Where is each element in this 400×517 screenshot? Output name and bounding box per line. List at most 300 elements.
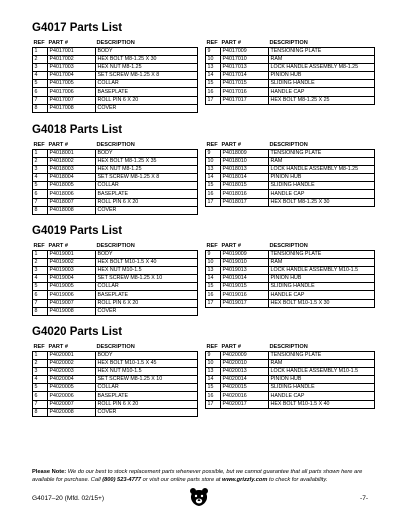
table-header-row — [206, 141, 375, 150]
table-header-row — [33, 343, 198, 352]
description-cell: COLLAR — [96, 80, 198, 88]
note-text-3: to check for availability. — [267, 477, 328, 483]
table-row — [33, 368, 198, 376]
parts-tables — [32, 39, 375, 117]
description-cell: SLIDING HANDLE — [269, 384, 375, 392]
part-number-cell: P4017015 — [221, 80, 269, 88]
ref-cell: 6 — [33, 291, 48, 299]
part-number-cell: P4017009 — [221, 48, 269, 56]
part-number-cell: P4017008 — [48, 104, 96, 112]
part-number-cell: P4019014 — [221, 275, 269, 283]
parts-list-section — [32, 22, 375, 117]
description-column-header: DESCRIPTION — [96, 344, 135, 350]
part-number-cell: P4018001 — [48, 150, 96, 158]
ref-cell: 15 — [206, 182, 221, 190]
description-cell: SLIDING HANDLE — [269, 283, 375, 291]
description-cell: HEX BOLT M8-1.25 X 30 — [96, 56, 198, 64]
description-cell: TENSIONING PLATE — [269, 150, 375, 158]
description-cell: SLIDING HANDLE — [269, 182, 375, 190]
part-number-cell: P4017005 — [48, 80, 96, 88]
ref-cell: 4 — [33, 275, 48, 283]
part-column-header: PART # — [221, 142, 241, 148]
description-column-header: DESCRIPTION — [269, 142, 308, 148]
parts-tables — [32, 343, 375, 421]
description-cell: HEX BOLT M8-1.25 X 25 — [269, 96, 375, 104]
table-row — [33, 259, 198, 267]
grizzly-bear-logo-icon — [189, 487, 209, 507]
part-number-cell: P4019003 — [48, 267, 96, 275]
ref-column-header: REF — [206, 243, 218, 249]
description-cell: RAM — [269, 56, 375, 64]
table-row — [33, 352, 198, 360]
part-number-cell: P4017002 — [48, 56, 96, 64]
part-column-header: PART # — [221, 344, 241, 350]
table-row — [206, 275, 375, 283]
note-label: Please Note: — [32, 469, 67, 475]
parts-list-section — [32, 225, 375, 320]
note-phone: (800) 523-4777 — [102, 477, 142, 483]
description-cell: HEX BOLT M10-1.5 X 45 — [96, 360, 198, 368]
part-number-cell: P4020014 — [221, 376, 269, 384]
table-row — [33, 392, 198, 400]
table-row — [33, 251, 198, 259]
ref-cell: 7 — [33, 400, 48, 408]
part-number-cell: P4018007 — [48, 198, 96, 206]
part-number-cell: P4020002 — [48, 360, 96, 368]
part-column-header: PART # — [221, 243, 241, 249]
part-number-cell: P4017007 — [48, 96, 96, 104]
table-row — [33, 190, 198, 198]
parts-table-left — [32, 39, 198, 113]
description-cell: HEX NUT M10-1.5 — [96, 368, 198, 376]
table-row — [33, 291, 198, 299]
page-number: -7- — [360, 495, 369, 502]
description-cell: TENSIONING PLATE — [269, 251, 375, 259]
description-cell: TENSIONING PLATE — [269, 352, 375, 360]
part-number-cell: P4020005 — [48, 384, 96, 392]
ref-cell: 4 — [33, 174, 48, 182]
table-row — [33, 150, 198, 158]
parts-table-right — [205, 343, 375, 409]
part-number-cell: P4017014 — [221, 72, 269, 80]
ref-cell: 5 — [33, 80, 48, 88]
part-number-cell: P4018005 — [48, 182, 96, 190]
part-number-cell: P4020016 — [221, 392, 269, 400]
ref-cell: 14 — [206, 376, 221, 384]
description-cell: COLLAR — [96, 182, 198, 190]
ref-cell: 2 — [33, 158, 48, 166]
parts-table-left — [32, 141, 198, 215]
description-cell: HEX BOLT M10-1.5 X 30 — [269, 299, 375, 307]
description-cell: SET SCREW M8-1.25 X 8 — [96, 72, 198, 80]
part-number-cell: P4020006 — [48, 392, 96, 400]
table-row — [206, 64, 375, 72]
ref-cell: 10 — [206, 259, 221, 267]
description-cell: SET SCREW M8-1.25 X 10 — [96, 275, 198, 283]
section-title: G4020 Parts List — [32, 326, 123, 338]
section-title: G4019 Parts List — [32, 225, 123, 237]
table-row — [206, 384, 375, 392]
part-column-header: PART # — [48, 142, 68, 148]
table-row — [33, 72, 198, 80]
ref-cell: 10 — [206, 360, 221, 368]
part-number-cell: P4019017 — [221, 299, 269, 307]
ref-cell: 2 — [33, 259, 48, 267]
ref-cell: 6 — [33, 392, 48, 400]
part-column-header: PART # — [221, 40, 241, 46]
section-title: G4017 Parts List — [32, 22, 123, 34]
part-number-cell: P4019008 — [48, 307, 96, 315]
ref-cell: 9 — [206, 150, 221, 158]
description-cell: SLIDING HANDLE — [269, 80, 375, 88]
ref-cell: 4 — [33, 376, 48, 384]
table-row — [33, 275, 198, 283]
description-cell: LOCK HANDLE ASSEMBLY M10-1.5 — [269, 267, 375, 275]
table-header-row — [206, 242, 375, 251]
description-cell: ROLL PIN 6 X 20 — [96, 96, 198, 104]
ref-column-header: REF — [33, 142, 45, 148]
table-row — [206, 150, 375, 158]
part-number-cell: P4020004 — [48, 376, 96, 384]
description-cell: HEX BOLT M8-1.25 X 35 — [96, 158, 198, 166]
description-cell: LOCK HANDLE ASSEMBLY M8-1.25 — [269, 64, 375, 72]
description-cell: BASEPLATE — [96, 291, 198, 299]
description-cell: TENSIONING PLATE — [269, 48, 375, 56]
part-number-cell: P4020003 — [48, 368, 96, 376]
part-number-cell: P4017006 — [48, 88, 96, 96]
description-cell: SET SCREW M8-1.25 X 8 — [96, 174, 198, 182]
table-row — [206, 291, 375, 299]
table-row — [33, 64, 198, 72]
table-row — [206, 80, 375, 88]
part-number-cell: P4019006 — [48, 291, 96, 299]
part-number-cell: P4018015 — [221, 182, 269, 190]
description-cell: BASEPLATE — [96, 88, 198, 96]
parts-table-left — [32, 242, 198, 316]
table-row — [33, 299, 198, 307]
part-number-cell: P4018016 — [221, 190, 269, 198]
description-cell: PINION HUB — [269, 275, 375, 283]
ref-cell: 9 — [206, 251, 221, 259]
part-number-cell: P4019015 — [221, 283, 269, 291]
description-cell: ROLL PIN 6 X 20 — [96, 198, 198, 206]
part-number-cell: P4018002 — [48, 158, 96, 166]
ref-cell: 14 — [206, 174, 221, 182]
note-text-2: or visit our online parts store at — [141, 477, 223, 483]
table-row — [33, 206, 198, 214]
description-cell: COLLAR — [96, 283, 198, 291]
table-row — [206, 392, 375, 400]
table-row — [206, 376, 375, 384]
part-number-cell: P4017003 — [48, 64, 96, 72]
ref-cell: 4 — [33, 72, 48, 80]
ref-column-header: REF — [206, 40, 218, 46]
description-cell: HEX NUT M10-1.5 — [96, 267, 198, 275]
part-number-cell: P4020013 — [221, 368, 269, 376]
part-number-cell: P4017004 — [48, 72, 96, 80]
table-row — [206, 283, 375, 291]
description-cell: LOCK HANDLE ASSEMBLY M10-1.5 — [269, 368, 375, 376]
description-cell: COVER — [96, 408, 198, 416]
description-cell: RAM — [269, 360, 375, 368]
table-header-row — [33, 39, 198, 48]
table-row — [33, 198, 198, 206]
ref-cell: 1 — [33, 251, 48, 259]
description-cell: COVER — [96, 104, 198, 112]
ref-cell: 1 — [33, 150, 48, 158]
part-number-cell: P4018006 — [48, 190, 96, 198]
table-header-row — [206, 343, 375, 352]
description-cell: BASEPLATE — [96, 190, 198, 198]
description-cell: HEX BOLT M10-1.5 X 40 — [269, 400, 375, 408]
part-number-cell: P4020017 — [221, 400, 269, 408]
ref-cell: 8 — [33, 206, 48, 214]
description-column-header: DESCRIPTION — [269, 344, 308, 350]
table-row — [206, 400, 375, 408]
part-number-cell: P4017013 — [221, 64, 269, 72]
description-cell: HANDLE CAP — [269, 190, 375, 198]
table-row — [33, 408, 198, 416]
ref-cell: 7 — [33, 96, 48, 104]
table-row — [33, 182, 198, 190]
part-number-cell: P4019010 — [221, 259, 269, 267]
part-number-cell: P4019013 — [221, 267, 269, 275]
ref-cell: 5 — [33, 283, 48, 291]
table-row — [206, 48, 375, 56]
ref-column-header: REF — [33, 243, 45, 249]
ref-cell: 2 — [33, 56, 48, 64]
table-row — [206, 259, 375, 267]
description-cell: HANDLE CAP — [269, 392, 375, 400]
ref-cell: 13 — [206, 64, 221, 72]
part-number-cell: P4020009 — [221, 352, 269, 360]
part-number-cell: P4017017 — [221, 96, 269, 104]
description-cell: COVER — [96, 206, 198, 214]
part-number-cell: P4019009 — [221, 251, 269, 259]
ref-cell: 9 — [206, 352, 221, 360]
description-cell: BODY — [96, 150, 198, 158]
note-url[interactable]: www.grizzly.com — [222, 477, 268, 483]
ref-cell: 14 — [206, 275, 221, 283]
section-title: G4018 Parts List — [32, 124, 123, 136]
description-cell: RAM — [269, 259, 375, 267]
part-number-cell: P4019004 — [48, 275, 96, 283]
table-row — [206, 174, 375, 182]
ref-cell: 8 — [33, 408, 48, 416]
ref-cell: 2 — [33, 360, 48, 368]
table-row — [206, 198, 375, 206]
part-number-cell: P4019016 — [221, 291, 269, 299]
ref-cell: 13 — [206, 267, 221, 275]
part-number-cell: P4018013 — [221, 166, 269, 174]
part-number-cell: P4018017 — [221, 198, 269, 206]
table-row — [206, 368, 375, 376]
table-row — [33, 158, 198, 166]
table-header-row — [206, 39, 375, 48]
description-cell: HEX BOLT M10-1.5 X 40 — [96, 259, 198, 267]
table-row — [206, 72, 375, 80]
description-cell: RAM — [269, 158, 375, 166]
part-number-cell: P4017001 — [48, 48, 96, 56]
table-row — [33, 283, 198, 291]
table-header-row — [33, 242, 198, 251]
ref-cell: 8 — [33, 104, 48, 112]
ref-cell: 3 — [33, 64, 48, 72]
table-row — [33, 166, 198, 174]
part-number-cell: P4020001 — [48, 352, 96, 360]
ref-cell: 16 — [206, 392, 221, 400]
ref-cell: 7 — [33, 299, 48, 307]
ref-cell: 16 — [206, 190, 221, 198]
parts-table-right — [205, 39, 375, 105]
description-cell: BASEPLATE — [96, 392, 198, 400]
part-number-cell: P4019002 — [48, 259, 96, 267]
ref-column-header: REF — [206, 344, 218, 350]
table-row — [206, 299, 375, 307]
ref-cell: 17 — [206, 96, 221, 104]
table-row — [206, 182, 375, 190]
table-row — [33, 48, 198, 56]
ref-cell: 6 — [33, 190, 48, 198]
ref-cell: 6 — [33, 88, 48, 96]
description-cell: COVER — [96, 307, 198, 315]
part-number-cell: P4019001 — [48, 251, 96, 259]
ref-cell: 16 — [206, 291, 221, 299]
table-row — [33, 307, 198, 315]
parts-tables — [32, 141, 375, 219]
availability-note — [32, 468, 377, 484]
description-column-header: DESCRIPTION — [96, 142, 135, 148]
description-cell: PINION HUB — [269, 72, 375, 80]
table-header-row — [33, 141, 198, 150]
ref-cell: 1 — [33, 352, 48, 360]
table-row — [206, 158, 375, 166]
table-row — [33, 360, 198, 368]
description-cell: HEX BOLT M8-1.25 X 30 — [269, 198, 375, 206]
parts-table-left — [32, 343, 198, 417]
table-row — [33, 384, 198, 392]
part-number-cell: P4019005 — [48, 283, 96, 291]
parts-list-section — [32, 326, 375, 421]
table-row — [206, 267, 375, 275]
ref-cell: 1 — [33, 48, 48, 56]
description-cell: BODY — [96, 251, 198, 259]
ref-cell: 17 — [206, 299, 221, 307]
description-cell: COLLAR — [96, 384, 198, 392]
part-number-cell: P4020007 — [48, 400, 96, 408]
ref-cell: 16 — [206, 88, 221, 96]
table-row — [33, 96, 198, 104]
description-cell: BODY — [96, 352, 198, 360]
part-number-cell: P4017016 — [221, 88, 269, 96]
table-row — [33, 88, 198, 96]
description-cell: BODY — [96, 48, 198, 56]
part-number-cell: P4019007 — [48, 299, 96, 307]
description-cell: ROLL PIN 6 X 20 — [96, 400, 198, 408]
description-cell: PINION HUB — [269, 174, 375, 182]
ref-cell: 13 — [206, 368, 221, 376]
description-cell: HEX NUT M8-1.25 — [96, 64, 198, 72]
description-cell: ROLL PIN 6 X 20 — [96, 299, 198, 307]
description-cell: PINION HUB — [269, 376, 375, 384]
ref-cell: 14 — [206, 72, 221, 80]
table-row — [206, 251, 375, 259]
ref-column-header: REF — [206, 142, 218, 148]
description-column-header: DESCRIPTION — [96, 243, 135, 249]
ref-cell: 5 — [33, 384, 48, 392]
parts-list-section — [32, 124, 375, 219]
part-number-cell: P4018010 — [221, 158, 269, 166]
ref-cell: 7 — [33, 198, 48, 206]
ref-cell: 17 — [206, 198, 221, 206]
part-number-cell: P4020010 — [221, 360, 269, 368]
ref-cell: 3 — [33, 267, 48, 275]
table-row — [33, 104, 198, 112]
description-cell: SET SCREW M8-1.25 X 10 — [96, 376, 198, 384]
description-column-header: DESCRIPTION — [269, 40, 308, 46]
table-row — [206, 88, 375, 96]
parts-table-right — [205, 242, 375, 308]
part-number-cell: P4018014 — [221, 174, 269, 182]
part-number-cell: P4018008 — [48, 206, 96, 214]
ref-cell: 15 — [206, 283, 221, 291]
ref-cell: 17 — [206, 400, 221, 408]
description-column-header: DESCRIPTION — [269, 243, 308, 249]
ref-cell: 13 — [206, 166, 221, 174]
table-row — [33, 174, 198, 182]
part-column-header: PART # — [48, 40, 68, 46]
footer-model-number: G4017–20 (Mfd. 02/15+) — [32, 495, 105, 502]
table-row — [206, 96, 375, 104]
ref-cell: 10 — [206, 56, 221, 64]
table-row — [33, 56, 198, 64]
table-row — [33, 400, 198, 408]
table-row — [206, 360, 375, 368]
part-column-header: PART # — [48, 243, 68, 249]
ref-column-header: REF — [33, 344, 45, 350]
part-number-cell: P4018004 — [48, 174, 96, 182]
table-row — [206, 166, 375, 174]
table-row — [206, 352, 375, 360]
note-text-1: We do our best to stock replacement parts whenever possible, but we cannot guarantee that all parts shown here are available for purchase. Call — [32, 469, 363, 483]
description-cell: LOCK HANDLE ASSEMBLY M8-1.25 — [269, 166, 375, 174]
table-row — [33, 80, 198, 88]
ref-cell: 3 — [33, 166, 48, 174]
table-row — [33, 376, 198, 384]
part-number-cell: P4017010 — [221, 56, 269, 64]
part-number-cell: P4018003 — [48, 166, 96, 174]
ref-cell: 3 — [33, 368, 48, 376]
ref-cell: 8 — [33, 307, 48, 315]
part-number-cell: P4020008 — [48, 408, 96, 416]
parts-tables — [32, 242, 375, 320]
ref-cell: 15 — [206, 384, 221, 392]
parts-table-right — [205, 141, 375, 207]
ref-cell: 10 — [206, 158, 221, 166]
ref-cell: 15 — [206, 80, 221, 88]
ref-cell: 5 — [33, 182, 48, 190]
description-cell: HEX NUT M8-1.25 — [96, 166, 198, 174]
ref-cell: 9 — [206, 48, 221, 56]
table-row — [206, 56, 375, 64]
description-cell: HANDLE CAP — [269, 291, 375, 299]
part-column-header: PART # — [48, 344, 68, 350]
description-column-header: DESCRIPTION — [96, 40, 135, 46]
part-number-cell: P4018009 — [221, 150, 269, 158]
table-row — [206, 190, 375, 198]
description-cell: HANDLE CAP — [269, 88, 375, 96]
table-row — [33, 267, 198, 275]
